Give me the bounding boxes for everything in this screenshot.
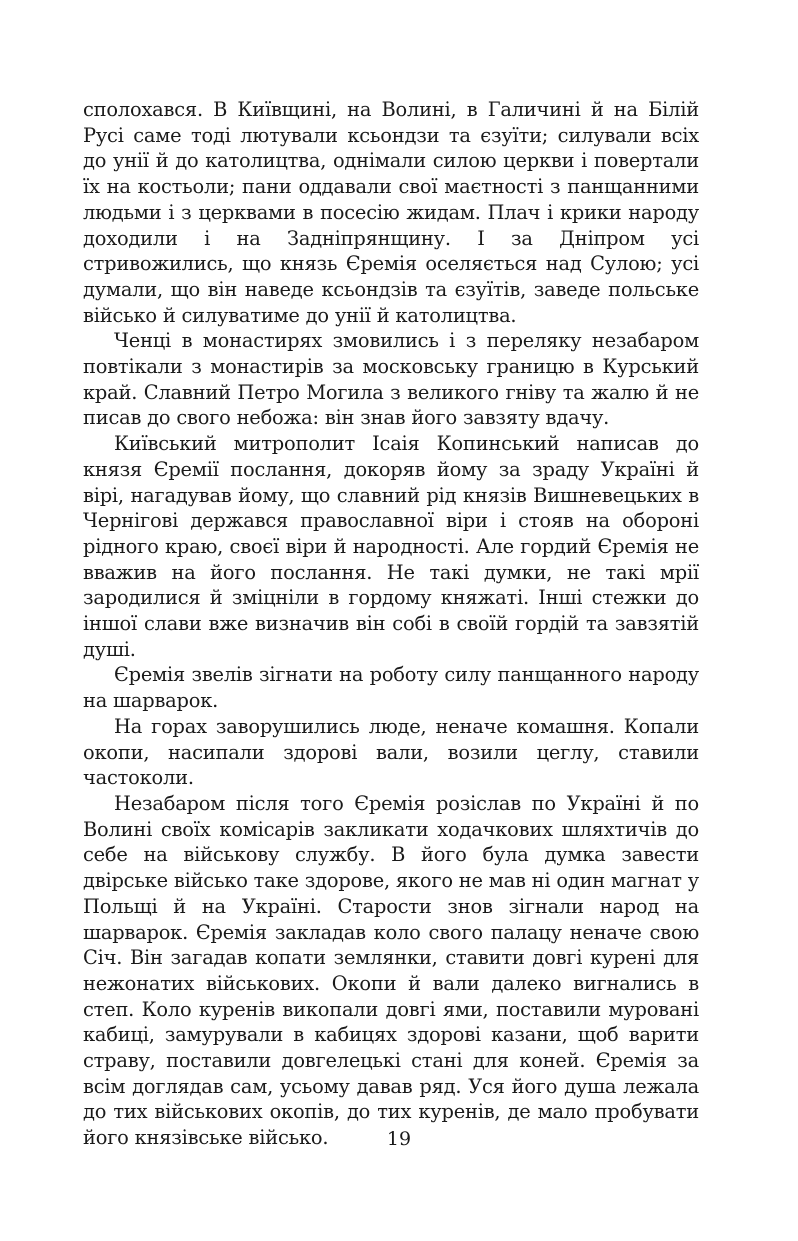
paragraph: Ченці в монастирях змовились і з переляку незабаром повтікали з монастирів за московську границю в Курський край. Славний Петро Могила з великого гніву та жалю й не писав до свого небожа: він знав його завзяту вдачу. [83, 329, 699, 430]
page-number: 19 [386, 1128, 412, 1150]
page-body [83, 97, 699, 1151]
paragraph: Незабаром після того Єремія розіслав по Україні й по Волині своїх комісарів закликати ходачкових шляхтичів до себе на військову службу. В його була думка завести двірське військо таке здорове, якого не мав ні один магнат у Польщі й на Україні. Старости знов зігнали народ на шарварок. Єремія закладав коло свого палацу неначе свою Січ. Він загадав копати землянки, ставити довгі курені для нежонатих військових. Окопи й вали далеко вигнались в степ. Коло куренів викопали довгі ями, поставили муровані кабиці, замурували в кабицях здорові казани, щоб варити страву, поставили довгелецькі стані для коней. Єремія за всім доглядав сам, усьому давав ряд. Уся його душа лежала до тих військових окопів, до тих куренів, де мало пробувати його князівське військо. [83, 791, 699, 1150]
paragraph: сполохався. В Київщині, на Волині, в Галичині й на Білій Русі саме тоді лютували ксьондзи та єзуїти; силували всіх до унії й до католицтва, однімали силою церкви і повертали їх на костьоли; пани оддавали свої маєтності з панщанними людьми і з церквами в посесію жидам. Плач і крики народу доходили і на Задніпрянщину. І за Дніпром усі стривожились, що князь Єремія оселяється над Сулою; усі думали, що він наведе ксьондзів та єзуїтів, заведе польське військо й силуватиме до унії й католицтва. [83, 98, 699, 327]
paragraph: Київський митрополит Ісаія Копинський написав до князя Єремії послання, докоряв йому за зраду Україні й вірі, нагадував йому, що славний рід князів Вишневецьких в Чернігові держався православної віри і стояв на обороні рідного краю, своєї віри й народності. Але гордий Єремія не вважив на його послання. Не такі думки, не такі мрії зародилися й зміцніли в гордому княжаті. Інші стежки до іншої слави вже визначив він собі в своїй гордій та завзятій душі. [83, 432, 699, 661]
paragraph: Єремія звелів зігнати на роботу силу панщанного народу на шарварок. [83, 663, 699, 713]
paragraph: На горах заворушились люде, неначе комашня. Копали окопи, насипали здорові вали, возили цеглу, ставили частоколи. [83, 714, 699, 790]
